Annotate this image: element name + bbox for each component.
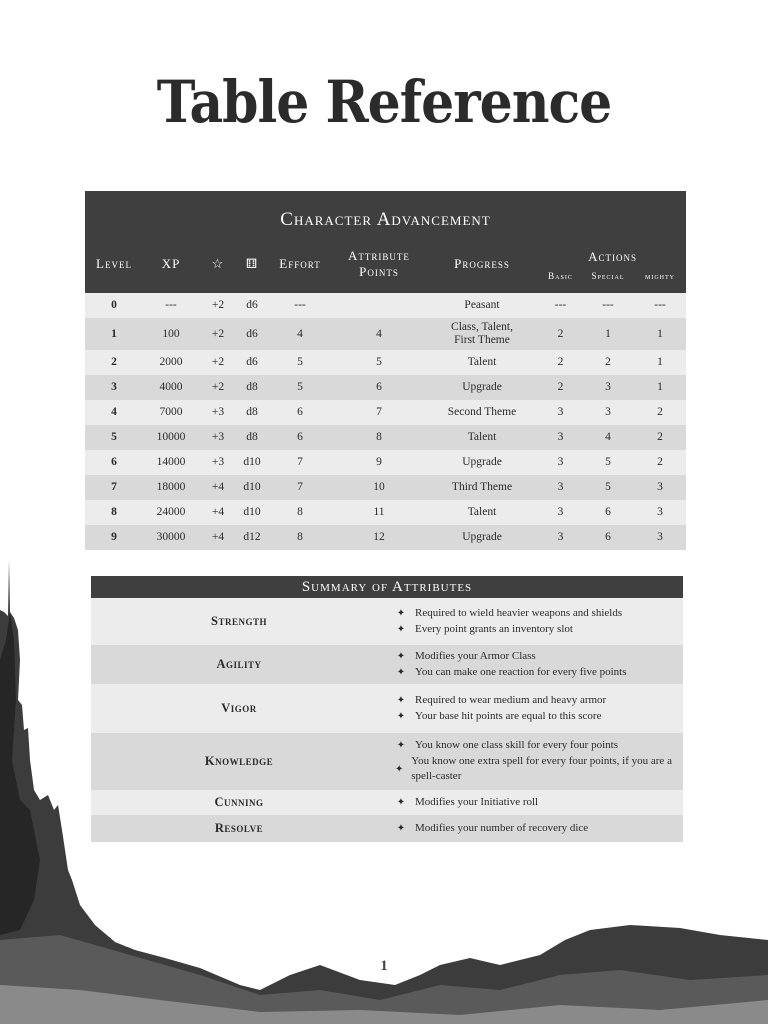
cell-mighty: --- <box>634 293 686 318</box>
table-row <box>85 375 686 400</box>
cell-progress: Talent <box>425 500 539 525</box>
star-icon: ☆ <box>211 256 225 271</box>
bullet-icon: ✦ <box>396 710 406 722</box>
header-effort: Effort <box>267 235 333 293</box>
cell-level: 6 <box>85 450 143 475</box>
cell-attribute-points: 6 <box>333 375 425 400</box>
header-basic: Basic <box>539 267 582 293</box>
attribute-point: ✦ You know one extra spell for every four points, if you are a spell-caster <box>387 754 683 785</box>
cell-progress: Peasant <box>425 293 539 318</box>
attribute-point: ✦ Modifies your Initiative roll <box>387 795 683 811</box>
cell-special: 6 <box>582 500 634 525</box>
header-actions: Actions <box>539 235 686 267</box>
bullet-icon: ✦ <box>396 695 406 706</box>
cell-die: d6 <box>237 293 267 318</box>
header-mighty: mighty <box>634 267 686 293</box>
cell-attribute-points: 7 <box>333 400 425 425</box>
cell-level: 2 <box>85 350 143 375</box>
cell-star: +4 <box>199 525 237 550</box>
cell-basic: 3 <box>539 525 582 550</box>
header-level: Level <box>85 235 143 293</box>
header-special: Special <box>582 267 634 293</box>
table-row <box>85 450 686 475</box>
cell-xp: --- <box>143 293 199 318</box>
cell-progress: Second Theme <box>425 400 539 425</box>
cell-level: 0 <box>85 293 143 318</box>
cell-level: 9 <box>85 525 143 550</box>
attribute-point: ✦ You can make one reaction for every five points <box>387 665 683 681</box>
cell-effort: 5 <box>267 375 333 400</box>
attribute-row-strength <box>91 598 683 645</box>
cell-star: +2 <box>199 375 237 400</box>
cell-xp: 10000 <box>143 425 199 450</box>
bullet-icon: ✦ <box>396 651 406 662</box>
cell-level: 3 <box>85 375 143 400</box>
header-progress: Progress <box>425 235 539 293</box>
cell-effort: 8 <box>267 525 333 550</box>
advancement-caption: Character Advancement <box>85 191 686 235</box>
cell-star: +2 <box>199 293 237 318</box>
cell-basic: --- <box>539 293 582 318</box>
cell-level: 7 <box>85 475 143 500</box>
page-number: 1 <box>380 958 388 974</box>
cell-attribute-points: 12 <box>333 525 425 550</box>
cell-attribute-points <box>333 293 425 318</box>
table-row <box>85 318 686 350</box>
cell-attribute-points: 9 <box>333 450 425 475</box>
cell-star: +3 <box>199 425 237 450</box>
attribute-name: Vigor <box>91 684 387 733</box>
cell-mighty: 2 <box>634 425 686 450</box>
cell-progress: Upgrade <box>425 375 539 400</box>
cell-basic: 3 <box>539 425 582 450</box>
cell-die: d12 <box>237 525 267 550</box>
cell-level: 8 <box>85 500 143 525</box>
cell-level: 1 <box>85 318 143 350</box>
attribute-point: ✦ Modifies your number of recovery dice <box>387 821 683 837</box>
cell-die: d10 <box>237 450 267 475</box>
cell-xp: 18000 <box>143 475 199 500</box>
cell-progress: Talent <box>425 350 539 375</box>
cell-special: 3 <box>582 375 634 400</box>
cell-die: d10 <box>237 500 267 525</box>
cell-xp: 14000 <box>143 450 199 475</box>
bullet-icon: ✦ <box>396 608 406 619</box>
cell-special: 3 <box>582 400 634 425</box>
cell-basic: 2 <box>539 318 582 350</box>
cell-effort: 6 <box>267 400 333 425</box>
cell-die: d8 <box>237 425 267 450</box>
cell-star: +4 <box>199 475 237 500</box>
cell-die: d6 <box>237 318 267 350</box>
cell-basic: 3 <box>539 475 582 500</box>
character-advancement-table <box>85 191 686 550</box>
cell-effort: 7 <box>267 450 333 475</box>
table-row <box>85 293 686 318</box>
attribute-row-vigor <box>91 684 683 733</box>
cell-effort: --- <box>267 293 333 318</box>
attribute-point: ✦ Every point grants an inventory slot <box>387 622 683 638</box>
cell-level: 4 <box>85 400 143 425</box>
cell-special: 6 <box>582 525 634 550</box>
table-row <box>85 350 686 375</box>
attribute-point: ✦ Modifies your Armor Class <box>387 649 683 665</box>
cell-attribute-points: 5 <box>333 350 425 375</box>
cell-die: d8 <box>237 400 267 425</box>
cell-mighty: 3 <box>634 525 686 550</box>
cell-basic: 2 <box>539 375 582 400</box>
cell-level: 5 <box>85 425 143 450</box>
summary-of-attributes-table <box>91 576 683 842</box>
bullet-icon: ✦ <box>396 740 406 752</box>
attribute-name: Resolve <box>91 815 387 842</box>
cell-effort: 8 <box>267 500 333 525</box>
cell-basic: 3 <box>539 400 582 425</box>
cell-progress: Third Theme <box>425 475 539 500</box>
attribute-row-cunning <box>91 790 683 815</box>
bullet-icon: ✦ <box>396 666 406 678</box>
die-icon: ⚅ <box>245 256 259 271</box>
attribute-name: Strength <box>91 598 387 645</box>
cell-mighty: 1 <box>634 318 686 350</box>
cell-mighty: 3 <box>634 475 686 500</box>
cell-attribute-points: 11 <box>333 500 425 525</box>
bullet-icon: ✦ <box>394 763 404 775</box>
table-row <box>85 425 686 450</box>
cell-die: d6 <box>237 350 267 375</box>
attribute-row-resolve <box>91 815 683 842</box>
cell-special: 5 <box>582 450 634 475</box>
cell-xp: 4000 <box>143 375 199 400</box>
cell-mighty: 1 <box>634 350 686 375</box>
cell-xp: 7000 <box>143 400 199 425</box>
cell-attribute-points: 8 <box>333 425 425 450</box>
cell-xp: 24000 <box>143 500 199 525</box>
cell-special: 4 <box>582 425 634 450</box>
table-row <box>85 400 686 425</box>
cell-xp: 30000 <box>143 525 199 550</box>
header-attribute-points: Attribute Points <box>333 235 425 293</box>
cell-mighty: 2 <box>634 400 686 425</box>
cell-basic: 3 <box>539 500 582 525</box>
table-row <box>85 500 686 525</box>
attribute-row-agility <box>91 645 683 684</box>
cell-die: d8 <box>237 375 267 400</box>
cell-star: +2 <box>199 318 237 350</box>
cell-progress: Upgrade <box>425 525 539 550</box>
cell-die: d10 <box>237 475 267 500</box>
cell-xp: 100 <box>143 318 199 350</box>
attribute-point: ✦ Required to wear medium and heavy armor <box>387 693 683 709</box>
cell-special: 1 <box>582 318 634 350</box>
attribute-point: ✦ You know one class skill for every four points <box>387 738 683 754</box>
bullet-icon: ✦ <box>396 623 406 635</box>
cell-mighty: 2 <box>634 450 686 475</box>
cell-basic: 2 <box>539 350 582 375</box>
cell-effort: 4 <box>267 318 333 350</box>
cell-effort: 7 <box>267 475 333 500</box>
cell-progress: Upgrade <box>425 450 539 475</box>
attribute-name: Agility <box>91 645 387 684</box>
cell-mighty: 3 <box>634 500 686 525</box>
cell-special: 2 <box>582 350 634 375</box>
bullet-icon: ✦ <box>396 822 406 834</box>
cell-progress: Talent <box>425 425 539 450</box>
cell-special: --- <box>582 293 634 318</box>
attribute-name: Knowledge <box>91 733 387 790</box>
cell-basic: 3 <box>539 450 582 475</box>
table-row <box>85 525 686 550</box>
cell-star: +2 <box>199 350 237 375</box>
cell-effort: 6 <box>267 425 333 450</box>
cell-progress: Class, Talent, First Theme <box>425 318 539 350</box>
cell-mighty: 1 <box>634 375 686 400</box>
cell-star: +4 <box>199 500 237 525</box>
cell-star: +3 <box>199 450 237 475</box>
header-xp: XP <box>143 235 199 293</box>
cell-attribute-points: 4 <box>333 318 425 350</box>
cell-attribute-points: 10 <box>333 475 425 500</box>
cell-star: +3 <box>199 400 237 425</box>
cell-effort: 5 <box>267 350 333 375</box>
bullet-icon: ✦ <box>396 796 406 808</box>
attributes-caption: Summary of Attributes <box>91 576 683 598</box>
page-title: Table Reference <box>156 68 612 137</box>
attribute-point: ✦ Required to wield heavier weapons and shields <box>387 606 683 622</box>
table-row <box>85 475 686 500</box>
cell-xp: 2000 <box>143 350 199 375</box>
attribute-name: Cunning <box>91 790 387 815</box>
attribute-point: ✦ Your base hit points are equal to this score <box>387 709 683 725</box>
cell-special: 5 <box>582 475 634 500</box>
attribute-row-knowledge <box>91 733 683 790</box>
